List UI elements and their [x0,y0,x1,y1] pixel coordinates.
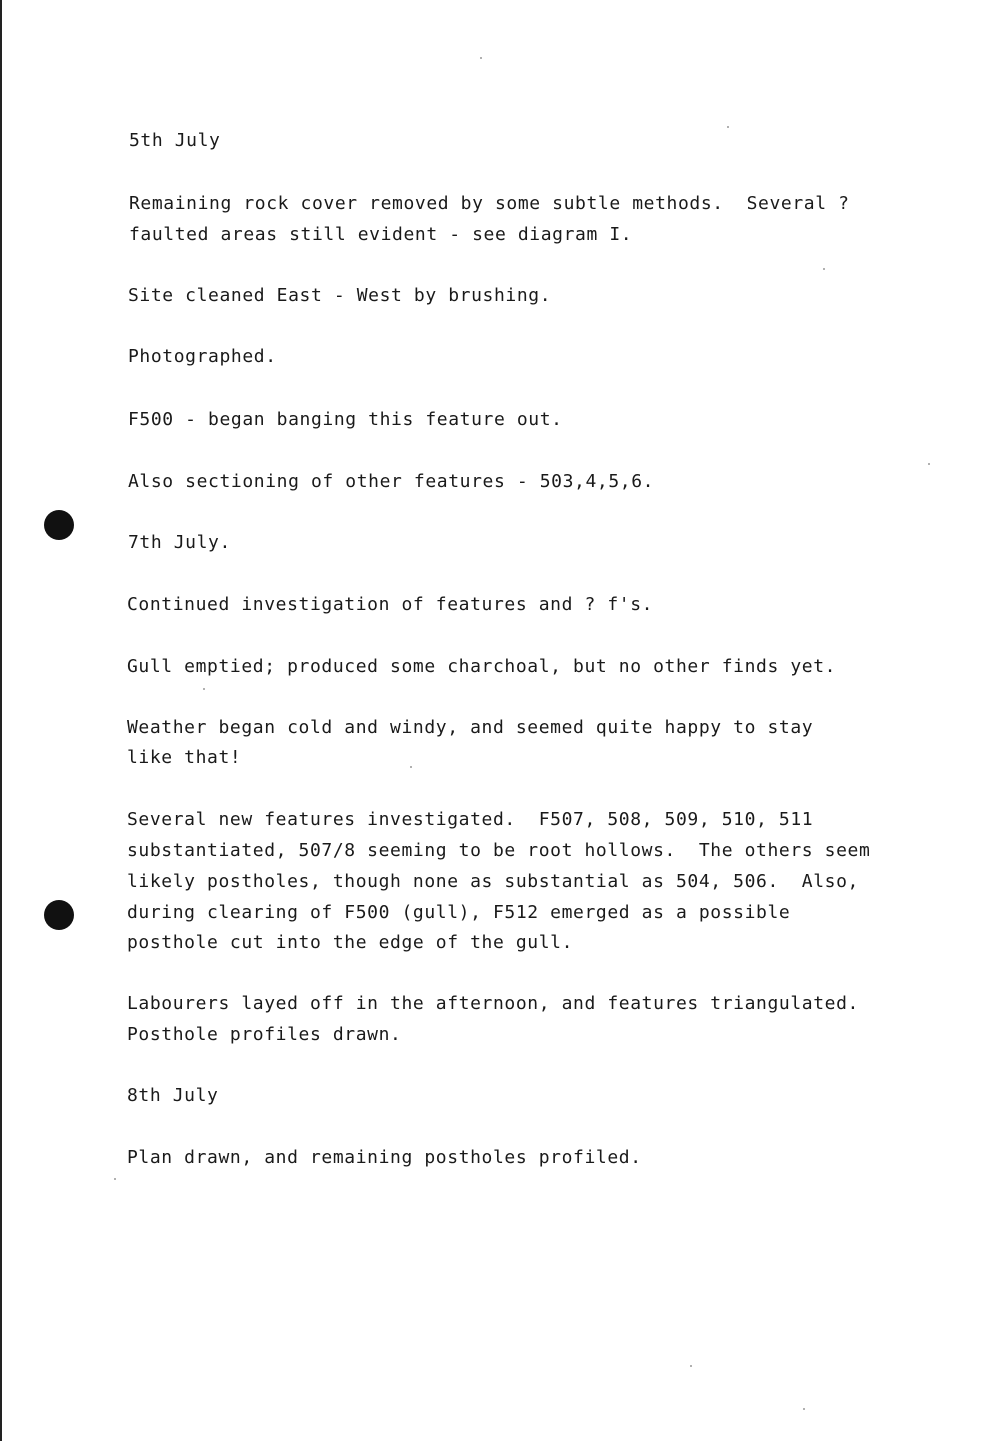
entry-text-line: Posthole profiles drawn. [127,1024,402,1045]
date-heading-5-july: 5th July [129,130,221,151]
scan-speck [410,766,412,768]
date-heading-8-july: 8th July [127,1085,219,1106]
entry-text-line: Remaining rock cover removed by some subtle methods. Several ? [129,193,850,214]
entry-text-line: during clearing of F500 (gull), F512 emerged as a possible [127,902,791,923]
entry-text-line: like that! [127,747,242,768]
entry-text-line: faulted areas still evident - see diagram I. [129,224,633,245]
page-left-edge [0,0,2,1441]
entry-text-line: F500 - began banging this feature out. [128,409,563,430]
entry-text-line: Also sectioning of other features - 503,4,5,6. [128,471,655,492]
entry-text-line: Several new features investigated. F507, 508, 509, 510, 511 [127,809,814,830]
scan-speck [928,463,930,465]
entry-text-line: likely postholes, though none as substantial as 504, 506. Also, [127,871,859,892]
entry-text-line: Photographed. [128,346,277,367]
entry-text-line: posthole cut into the edge of the gull. [127,932,574,953]
punch-hole-upper [44,510,74,540]
entry-text-line: Weather began cold and windy, and seemed quite happy to stay [127,717,814,738]
scan-speck [480,57,482,59]
entry-text-line: Gull emptied; produced some charchoal, but no other finds yet. [127,656,837,677]
scan-speck [203,688,205,690]
scan-speck [803,1408,805,1410]
punch-hole-lower [44,900,74,930]
date-heading-7-july: 7th July. [128,532,231,553]
scan-speck [690,1365,692,1367]
entry-text-line: Continued investigation of features and ? f's. [127,594,654,615]
entry-text-line: substantiated, 507/8 seeming to be root hollows. The others seem [127,840,871,861]
scan-speck [823,268,825,270]
entry-text-line: Labourers layed off in the afternoon, and features triangulated. [127,993,859,1014]
scan-speck [727,126,729,128]
scan-speck [114,1178,116,1180]
entry-text-line: Site cleaned East - West by brushing. [128,285,552,306]
entry-text-line: Plan drawn, and remaining postholes profiled. [127,1147,642,1168]
